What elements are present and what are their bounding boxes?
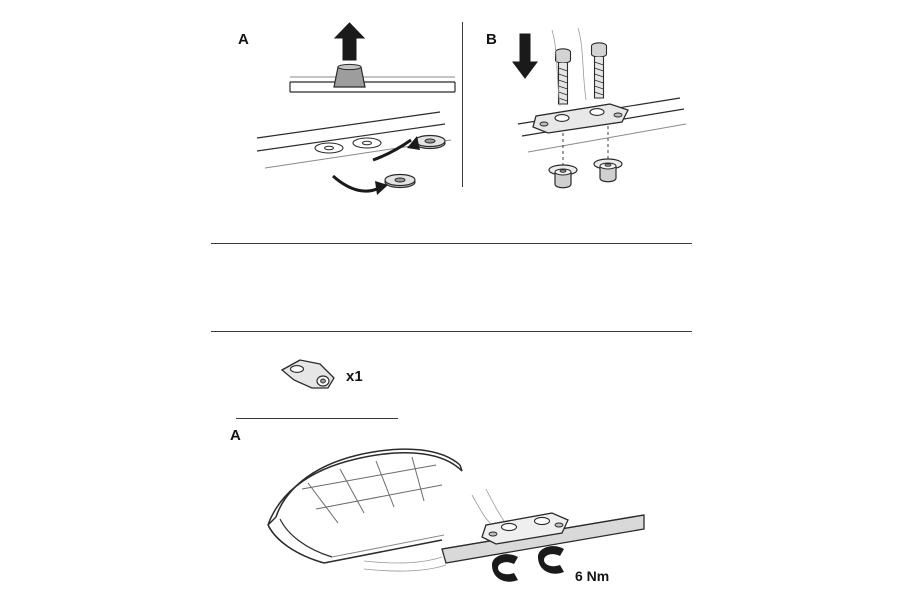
nut-right-icon — [594, 159, 622, 182]
nut-left-icon — [549, 165, 577, 188]
divider-parts-underline — [236, 418, 398, 419]
bracket-part-icon — [272, 352, 352, 396]
step-label-a-bottom: A — [230, 427, 242, 444]
plug-lower-right-icon — [385, 175, 415, 188]
top-left-illustration — [255, 20, 480, 210]
step-label-a-top: A — [238, 31, 250, 48]
divider-top-middle — [211, 243, 692, 244]
torque-value-label: 6 Nm — [575, 568, 610, 584]
screw-right-icon — [592, 43, 607, 98]
up-arrow-icon — [335, 23, 364, 60]
bracket-mounting-icon — [500, 20, 690, 210]
plug-upper-right-icon — [415, 136, 445, 149]
bracket-plate-icon — [533, 104, 628, 133]
divider-vertical-top — [462, 22, 463, 187]
divider-lower-middle — [211, 331, 692, 332]
parts-illustration — [272, 352, 352, 396]
down-arrow-icon — [513, 34, 537, 78]
roof-rail-cover-removal-icon — [255, 20, 480, 210]
parts-quantity-label: x1 — [346, 368, 363, 385]
top-right-illustration — [500, 20, 690, 210]
curved-arrow-2-icon — [333, 176, 379, 191]
step-label-b-top: B — [486, 31, 498, 48]
